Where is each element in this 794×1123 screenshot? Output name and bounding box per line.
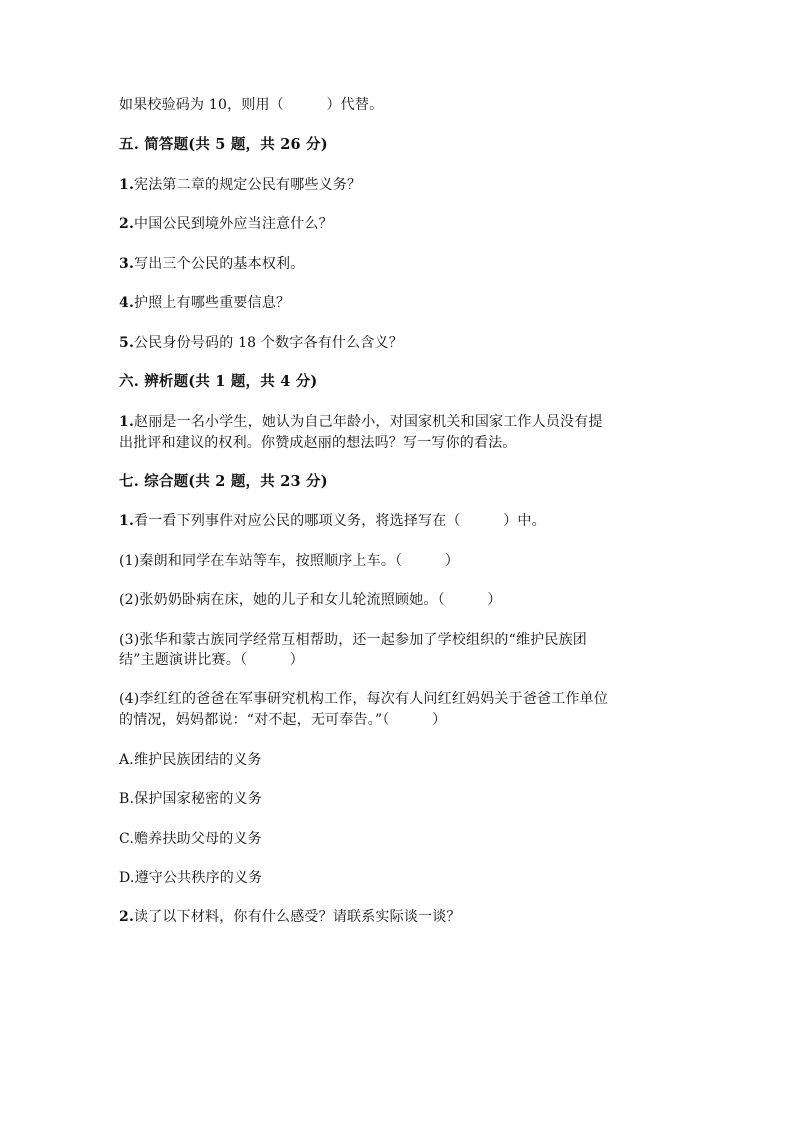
option-c: C.赡养扶助父母的义务 bbox=[119, 831, 262, 847]
option-b: B.保护国家秘密的义务 bbox=[119, 791, 262, 807]
section-6-heading: 六. 辨析题(共 1 题，共 4 分) bbox=[119, 373, 318, 390]
short-answer-question-5 bbox=[119, 333, 403, 353]
section-5-heading: 五. 简答题(共 5 题，共 26 分) bbox=[119, 136, 328, 153]
sub-item-1: (1)秦朗和同学在车站等车，按照顺序上车。（ ） bbox=[119, 553, 460, 569]
short-answer-question-1 bbox=[119, 175, 361, 195]
analysis-question-1-line-2: 出批评和建议的权利。你赞成赵丽的想法吗？写一写你的看法。 bbox=[119, 435, 517, 451]
question-number: 1. bbox=[119, 513, 135, 529]
comprehensive-question-1 bbox=[119, 511, 546, 531]
option-d: D.遵守公共秩序的义务 bbox=[119, 870, 263, 886]
question-text: 公民身份号码的 18 个数字各有什么含义？ bbox=[134, 335, 403, 351]
question-number: 2. bbox=[119, 909, 135, 925]
short-answer-question-2 bbox=[119, 214, 333, 234]
sub-item-4-line-1: (4)李红红的爸爸在军事研究机构工作，每次有人问红红妈妈关于爸爸工作单位 bbox=[119, 691, 609, 707]
question-number: 4. bbox=[119, 295, 135, 311]
analysis-question-1-line-1 bbox=[119, 412, 603, 432]
question-text: 护照上有哪些重要信息？ bbox=[134, 295, 291, 311]
question-number: 5. bbox=[119, 335, 135, 351]
option-a: A.维护民族团结的义务 bbox=[119, 752, 262, 768]
question-number: 2. bbox=[119, 216, 135, 232]
sub-item-4-line-2: 的情况，妈妈都说：“对不起，无可奉告。”（ ） bbox=[119, 712, 447, 728]
question-text: 读了以下材料，你有什么感受？请联系实际谈一谈？ bbox=[134, 909, 461, 925]
question-number: 1. bbox=[119, 414, 135, 430]
question-text: 赵丽是一名小学生，她认为自己年龄小，对国家机关和国家工作人员没有提 bbox=[134, 414, 603, 430]
section-7-heading: 七. 综合题(共 2 题，共 23 分) bbox=[119, 473, 328, 490]
short-answer-question-3 bbox=[119, 254, 304, 274]
sub-item-3-line-2: 结”主题演讲比赛。（ ） bbox=[119, 652, 304, 668]
sub-item-3-line-1: (3)张华和蒙古族同学经常互相帮助，还一起参加了学校组织的“维护民族团 bbox=[119, 632, 587, 648]
question-text: 写出三个公民的基本权利。 bbox=[134, 256, 305, 272]
comprehensive-question-2 bbox=[119, 907, 461, 927]
short-answer-question-4 bbox=[119, 293, 290, 313]
question-text: 看一看下列事件对应公民的哪项义务，将选择写在（ ）中。 bbox=[134, 513, 546, 529]
sub-item-2: (2)张奶奶卧病在床，她的儿子和女儿轮流照顾她。（ ） bbox=[119, 592, 502, 608]
question-text: 宪法第二章的规定公民有哪些义务？ bbox=[134, 177, 362, 193]
question-number: 1. bbox=[119, 177, 135, 193]
question-number: 3. bbox=[119, 256, 135, 272]
question-text: 中国公民到境外应当注意什么？ bbox=[134, 216, 333, 232]
intro-line: 如果校验码为 10，则用（ ）代替。 bbox=[119, 97, 384, 113]
